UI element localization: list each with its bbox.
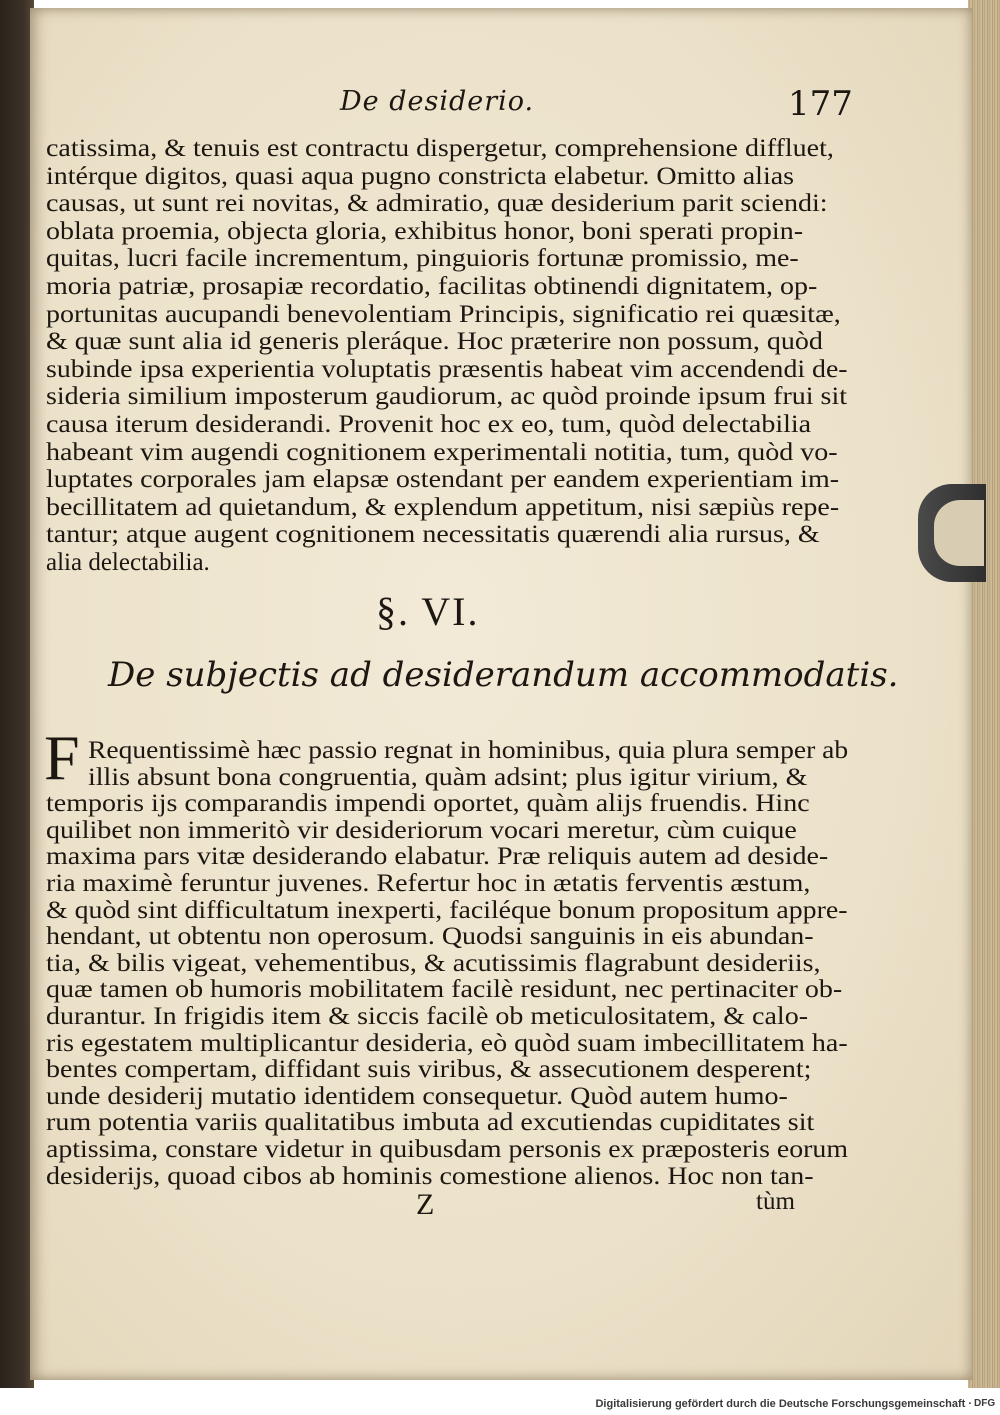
text-line: ris egestatem multiplicantur desideria, eò quòd suam imbecillitatem ha- (46, 1029, 848, 1057)
text-line: & quòd sint difficultatum inexperti, faciléque bonum propositum appre- (46, 896, 848, 924)
text-line-last: alia delectabilia. (46, 549, 210, 576)
text-line: catissima, & tenuis est contractu dispergetur, comprehensione diffluet, (46, 135, 834, 162)
running-head: De desiderio. (340, 86, 535, 117)
text-line: intérque digitos, quasi aqua pugno constricta elabetur. Omitto alias (46, 162, 795, 190)
text-line: sideria similium imposterum gaudiorum, ac quòd proinde ipsum frui sit (46, 383, 848, 411)
text-line: becillitatem ad quietandum, & explendum appetitum, nisi sæpiùs repe- (46, 493, 840, 521)
digitization-credit: Digitalisierung gefördert durch die Deutsche Forschungsgemeinschaft · (595, 1398, 972, 1410)
text-line: moria patriæ, prosapiæ recordatio, facilitas obtinendi dignitatem, op- (46, 273, 818, 300)
text-line: durantur. In frigidis item & siccis facilè ob meticulositatem, & calo- (46, 1003, 809, 1030)
section-number: §. VI. (376, 589, 480, 634)
text-line: illis absunt bona congruentia, quàm adsint; plus igitur virium, & (88, 763, 808, 791)
text-line: Requentissimè hæc passio regnat in hominibus, quia plura semper ab (88, 737, 849, 764)
book-page-edge (968, 0, 1000, 1388)
text-line: ria maximè feruntur juvenes. Refertur hoc in ætatis ferventis æstum, (46, 870, 811, 897)
text-line: subinde ipsa experientia voluptatis præsentis habeat vim accendendi de- (46, 355, 848, 383)
text-line: causas, ut sunt rei novitas, & admiratio, quæ desiderium parit sciendi: (46, 190, 828, 218)
text-line: maxima pars vitæ desiderando elabatur. Præ reliquis autem ad deside- (46, 843, 829, 871)
bookmark-tab-hole (934, 500, 984, 566)
text-line: oblata proemia, objecta gloria, exhibitus honor, boni sperati propin- (46, 217, 804, 245)
text-line: quitas, lucri facile incrementum, pinguioris fortunæ promissio, me- (46, 245, 799, 273)
text-line: habeant vim augendi cognitionem experimentali notitia, tum, quòd vo- (46, 438, 838, 466)
text-line: unde desiderij mutatio identidem consequetur. Quòd autem humo- (46, 1082, 788, 1110)
text-line: quilibet non immeritò vir desideriorum vocari meretur, cùm cuique (46, 816, 797, 844)
text-line: hendant, ut obtentu non operosum. Quodsi sanguinis in eis abundan- (46, 923, 814, 951)
text-line: & quæ sunt alia id generis pleráque. Hoc præterire non possum, quòd (46, 328, 823, 356)
text-line: portunitas aucupandi benevolentiam Principis, significatio rei quæsitæ, (46, 300, 841, 328)
text-line: rum potentia variis qualitatibus imbuta ad excutiendas cupiditates sit (46, 1109, 815, 1137)
text-line: aptissima, constare videtur in quibusdam personis ex præposteris eorum (46, 1136, 849, 1163)
text-line: quæ tamen ob humoris mobilitatem facilè residunt, nec pertinaciter ob- (46, 976, 843, 1004)
drop-cap: F (44, 722, 80, 793)
text-line: tia, & bilis vigeat, vehementibus, & acutissimis flagrabunt desideriis, (46, 949, 821, 977)
catchword: tùm (756, 1188, 795, 1215)
text-line: causa iterum desiderandi. Provenit hoc ex eo, tum, quòd delectabilia (46, 411, 812, 438)
text-line: tantur; atque augent cognitionem necessitatis quærendi alia rursus, & (46, 521, 820, 549)
text-line: bentes compertam, diffidant suis viribus, & assecutionem desperent; (46, 1056, 812, 1084)
scanner-background (0, 0, 34, 1388)
text-line: temporis ijs comparandis impendi oportet, quàm alijs fruendis. Hinc (46, 790, 810, 818)
signature-mark: Z (416, 1188, 435, 1221)
dfg-logo: DFG (974, 1398, 996, 1409)
page-number: 177 (788, 84, 853, 124)
text-line: luptates corporales jam elapsæ ostendant per eandem experientiam im- (46, 466, 840, 494)
section-title: De subjectis ad desiderandum accommodatis. (108, 655, 899, 695)
text-line-final: desiderijs, quoad cibos ab hominis comestione alienos. Hoc non tan- (46, 1162, 814, 1190)
